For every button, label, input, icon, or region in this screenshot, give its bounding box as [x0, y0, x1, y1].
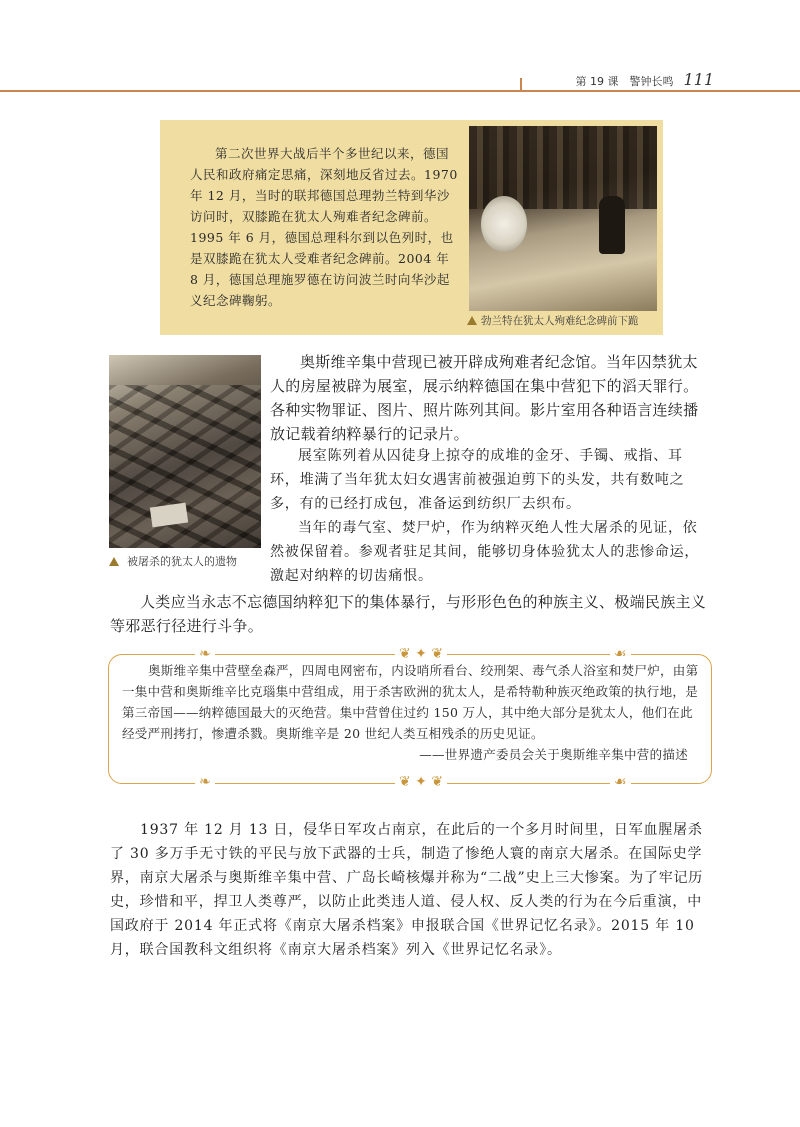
- page-number: 111: [683, 70, 714, 89]
- quote-text: 奥斯维辛集中营壁垒森严，四周电网密布，内设哨所看台、绞刑架、毒气杀人浴室和焚尸炉，由第一集中营和奥斯维辛比克瑙集中营组成，用于杀害欧洲的犹太人，是希特勒种族灭绝政策的执行地，是第三帝国——纳粹德国最大的灭绝营。集中营曾住过约 150 万人，其中绝大部分是犹太人，他们在此经受严刑拷打，惨遭杀戮。奥斯维辛是 20 世纪人类互相残杀的历史见证。: [122, 663, 699, 741]
- relics-photo-caption: [109, 553, 269, 569]
- ornament-bottom-icon: ❦ ✦ ❦: [395, 775, 447, 789]
- paragraph-exhibit-items: 展室陈列着从囚徒身上掠夺的成堆的金牙、手镯、戒指、耳环，堆满了当年犹太妇女遇害前被强迫剪下的头发，共有数吨之多，有的已经打成包，准备运到纺织厂去织布。: [270, 448, 685, 512]
- relics-caption-text: 被屠杀的犹太人的遗物: [127, 555, 237, 568]
- caption-triangle-icon: [467, 316, 477, 325]
- brandt-caption-text: 勃兰特在犹太人殉难纪念碑前下跪: [481, 315, 639, 327]
- ornament-top-right-icon: ☙: [610, 647, 631, 661]
- brandt-kneeling-photo: [469, 126, 657, 311]
- ornament-top-icon: ❦ ✦ ❦: [395, 647, 447, 661]
- page-header: [575, 70, 714, 89]
- brandt-photo-caption: [467, 313, 659, 328]
- quote-source: ——世界遗产委员会关于奥斯维辛集中营的描述: [419, 747, 688, 762]
- lesson-title: 第 19 课 警钟长鸣: [575, 75, 674, 88]
- ornament-bottom-left-icon: ❧: [195, 775, 215, 789]
- paragraph-never-forget: 人类应当永志不忘德国纳粹犯下的集体暴行，与形形色色的种族主义、极端民族主义等邪恶行径进行斗争。: [110, 593, 707, 635]
- header-rule: [0, 90, 800, 100]
- photo-wreath: [481, 196, 527, 252]
- ornament-bottom-right-icon: ☙: [610, 775, 631, 789]
- brandt-sidebar-text: 第二次世界大战后半个多世纪以来，德国人民和政府痛定思痛，深刻地反省过去。1970 年 12 月，当时的联邦德国总理勃兰特到华沙访问时，双膝跪在犹太人殉难者纪念碑前。1995 年 6 月，德国总理科尔到以色列时，也是双膝跪在犹太人受难者纪念碑前。2004 年 8 月，德国总理施罗德在访问波兰时向华沙起义纪念碑鞠躬。: [190, 146, 458, 308]
- photo-suitcases: [109, 385, 261, 548]
- paragraph-nanjing: 1937 年 12 月 13 日，侵华日军攻占南京，在此后的一个多月时间里，日军血腥屠杀了 30 多万手无寸铁的平民与放下武器的士兵，制造了惨绝人寰的南京大屠杀。在国际史学界，南京大屠杀与奥斯维辛集中营、广岛长崎核爆并称为“二战”史上三大惨案。为了牢记历史，珍惜和平，捍卫人类尊严，以防止此类违人道、侵人权、反人类的行为在今后重演，中国政府于 2014 年正式将《南京大屠杀档案》申报联合国《世界记忆名录》。2015 年 10 月，联合国教科文组织将《南京大屠杀档案》列入《世界记忆名录》。: [110, 822, 704, 958]
- paragraph-auschwitz-memorial: 奥斯维辛集中营现已被开辟成殉难者纪念馆。当年囚禁犹太人的房屋被辟为展室，展示纳粹德国在集中营犯下的滔天罪行。各种实物罪证、图片、照片陈列其间。影片室用各种语言连续播放记载着纳粹暴行的记录片。: [270, 353, 699, 443]
- ornament-top-left-icon: ❧: [195, 647, 215, 661]
- photo-kneeling-figure: [599, 196, 625, 254]
- caption-triangle-icon: [109, 557, 119, 566]
- paragraph-gas-chamber: 当年的毒气室、焚尸炉，作为纳粹灭绝人性大屠杀的见证，依然被保留着。参观者驻足其间，能够切身体验犹太人的悲惨命运，激起对纳粹的切齿痛恨。: [270, 520, 700, 584]
- relics-photo: [109, 355, 261, 548]
